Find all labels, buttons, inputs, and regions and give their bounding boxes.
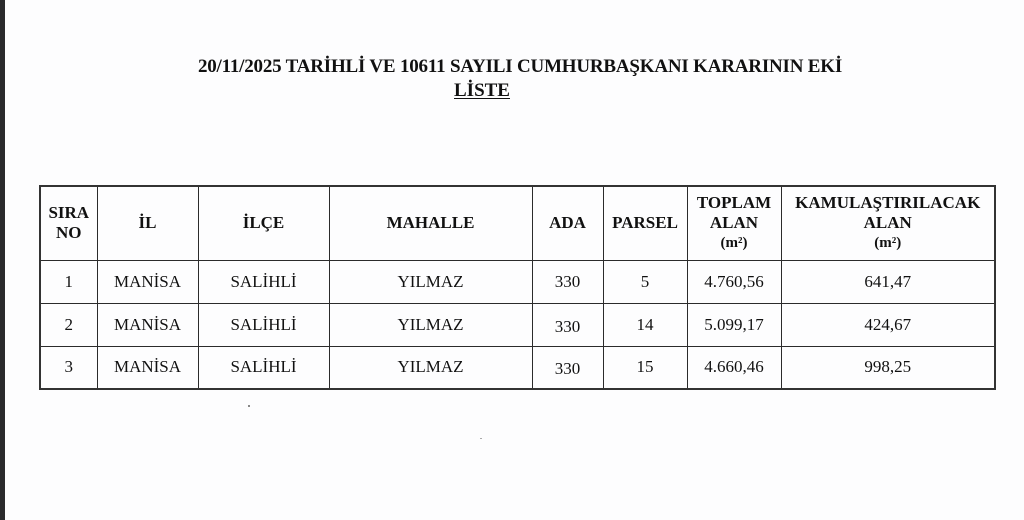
- parcel-list-table: [39, 185, 996, 390]
- cell-toplam-alan: 4.660,46: [687, 346, 781, 389]
- header-mahalle: MAHALLE: [329, 186, 532, 260]
- header-sira-no: [40, 186, 97, 260]
- table-row: [40, 303, 995, 346]
- cell-parsel: 14: [603, 303, 687, 346]
- table-row: [40, 346, 995, 389]
- document-subtitle: LİSTE: [454, 80, 510, 101]
- cell-toplam-alan: 5.099,17: [687, 303, 781, 346]
- table-row: [40, 260, 995, 303]
- header-kamulastirilacak-unit: (m²): [874, 235, 902, 252]
- document-title: 20/11/2025 TARİHLİ VE 10611 SAYILI CUMHURBAŞKANI KARARININ EKİ: [197, 56, 843, 77]
- header-ilce: İLÇE: [198, 186, 329, 260]
- cell-parsel: 15: [603, 346, 687, 389]
- table-header-row: [40, 186, 995, 260]
- header-toplam-alan-line2: ALAN: [709, 213, 759, 233]
- cell-sira-no: 2: [40, 303, 97, 346]
- header-toplam-alan-unit: (m²): [720, 235, 748, 252]
- header-kamulastirilacak-line1: KAMULAŞTIRILACAK: [795, 193, 981, 213]
- cell-ada: 330: [532, 346, 603, 389]
- cell-sira-no: 1: [40, 260, 97, 303]
- cell-mahalle: YILMAZ: [329, 346, 532, 389]
- cell-toplam-alan: 4.760,56: [687, 260, 781, 303]
- cell-il: MANİSA: [97, 303, 198, 346]
- cell-kamulastirilacak-alan: 998,25: [781, 346, 995, 389]
- cell-kamulastirilacak-alan: 641,47: [781, 260, 995, 303]
- header-kamulastirilacak-alan: [781, 186, 995, 260]
- header-sira-no-label: SIRA NO: [48, 203, 90, 243]
- cell-kamulastirilacak-alan: 424,67: [781, 303, 995, 346]
- header-ada: ADA: [532, 186, 603, 260]
- cell-ilce: SALİHLİ: [198, 346, 329, 389]
- cell-ada: 330: [532, 303, 603, 346]
- header-toplam-alan-line1: TOPLAM: [696, 193, 772, 213]
- cell-parsel: 5: [603, 260, 687, 303]
- scan-speck: [480, 438, 482, 439]
- left-edge-border: [0, 0, 5, 520]
- header-il: İL: [97, 186, 198, 260]
- scan-speck: [248, 405, 250, 407]
- header-toplam-alan: [687, 186, 781, 260]
- cell-ilce: SALİHLİ: [198, 260, 329, 303]
- header-kamulastirilacak-line2: ALAN: [863, 213, 912, 233]
- cell-mahalle: YILMAZ: [329, 260, 532, 303]
- cell-ada: 330: [532, 260, 603, 303]
- header-parsel: PARSEL: [603, 186, 687, 260]
- cell-mahalle: YILMAZ: [329, 303, 532, 346]
- cell-il: MANİSA: [97, 260, 198, 303]
- cell-il: MANİSA: [97, 346, 198, 389]
- cell-ilce: SALİHLİ: [198, 303, 329, 346]
- cell-sira-no: 3: [40, 346, 97, 389]
